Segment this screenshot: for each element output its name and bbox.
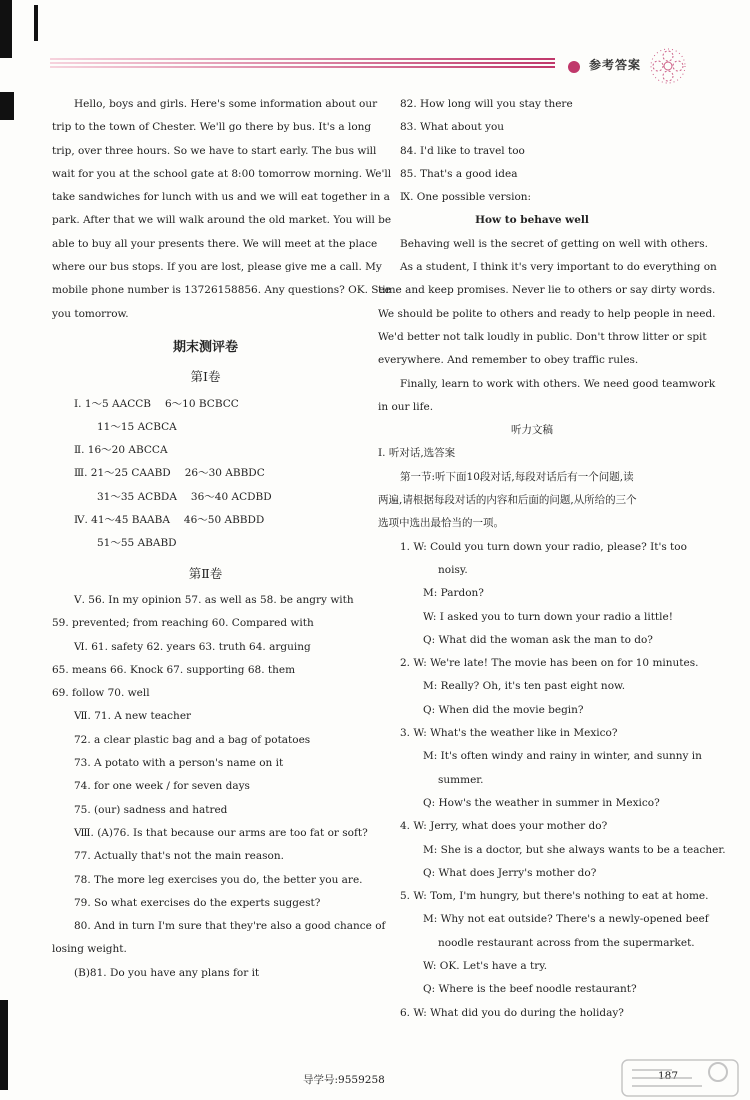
transcript-title: 听力文稿 (511, 424, 553, 437)
paragraph-line: wait for you at the school gate at 8:00 tomorrow morning. We'll (52, 167, 392, 180)
dialogue-line: noodle restaurant across from the supermarket. (438, 936, 695, 949)
answer-row: Ⅱ. 16～20 ABCCA (74, 444, 168, 457)
binding-mark (0, 92, 14, 120)
answer-line: 73. A potato with a person's name on it (74, 757, 284, 770)
dialogue-line: W: OK. Let's have a try. (423, 959, 548, 972)
essay-line: We'd better not talk loudly in public. Don't throw litter or spit (378, 330, 707, 343)
answer-line: 65. means 66. Knock 67. supporting 68. them (52, 663, 296, 676)
part1-title: 第Ⅰ卷 (190, 369, 221, 385)
dialogue-line: 6. W: What did you do during the holiday? (400, 1006, 624, 1019)
part2-title: 第Ⅱ卷 (188, 565, 223, 581)
answer-line: 84. I'd like to travel too (400, 144, 525, 157)
answer-line: Ⅸ. One possible version: (400, 191, 532, 204)
answer-line: 82. How long will you stay there (400, 98, 573, 110)
paragraph-line: able to buy all your presents there. We will meet at the place (52, 237, 378, 250)
answer-line: 77. Actually that's not the main reason. (74, 850, 284, 863)
essay-title: How to behave well (475, 214, 589, 227)
dialogue-line: Q: What does Jerry's mother do? (423, 866, 597, 879)
answer-line: 74. for one week / for seven days (74, 780, 250, 793)
answer-line: 83. What about you (400, 121, 505, 134)
answer-line: 80. And in turn I'm sure that they're also a good chance of (74, 920, 386, 933)
answer-line: (B)81. Do you have any plans for it (74, 966, 260, 979)
instruction-line: 选项中选出最恰当的一项。 (378, 517, 504, 530)
essay-line: time and keep promises. Never lie to others or say dirty words. (378, 284, 716, 297)
exam-title: 期末测评卷 (172, 339, 238, 355)
dialogue-line: summer. (438, 773, 484, 786)
binding-mark (34, 5, 38, 41)
answer-row: 51～55 ABABD (97, 537, 177, 550)
dialogue-line: M: Pardon? (423, 587, 484, 600)
section-title: Ⅰ. 听对话,选答案 (378, 447, 456, 460)
guide-number: 导学号:9559258 (303, 1074, 385, 1086)
dialogue-line: Q: What did the woman ask the man to do? (423, 633, 653, 646)
instruction-line: 第一节:听下面10段对话,每段对话后有一个问题,读 (400, 470, 634, 483)
right-column (378, 93, 726, 1025)
essay-line: As a student, I think it's very important to do everything on (400, 261, 717, 274)
dialogue-line: Q: When did the movie begin? (423, 703, 584, 716)
paragraph-line: mobile phone number is 13726158856. Any questions? OK. See (52, 284, 391, 297)
paragraph-line: park. After that we will walk around the old market. You will be (52, 214, 392, 227)
left-column (52, 93, 392, 985)
binding-mark (0, 0, 12, 58)
answer-row: 31～35 ACBDA 36～40 ACDBD (97, 490, 272, 503)
answer-row: Ⅰ. 1～5 AACCB 6～10 BCBCC (74, 397, 239, 410)
dialogue-line: Q: How's the weather in summer in Mexico? (423, 796, 660, 809)
answer-line: 85. That's a good idea (400, 167, 518, 180)
answer-line: Ⅵ. 61. safety 62. years 63. truth 64. arguing (74, 640, 311, 653)
header-rule (50, 58, 555, 68)
dialogue-line: M: Why not eat outside? There's a newly-opened beef (423, 913, 709, 926)
essay-line: Behaving well is the secret of getting on well with others. (400, 237, 708, 250)
dialogue-line: 2. W: We're late! The movie has been on for 10 minutes. (400, 657, 699, 670)
dialogue-line: noisy. (438, 563, 468, 576)
answer-row: 11～15 ACBCA (97, 420, 177, 433)
answer-line: Ⅷ. (A)76. Is that because our arms are too fat or soft? (74, 826, 368, 839)
answer-line: 69. follow 70. well (52, 687, 150, 700)
dialogue-line: M: It's often windy and rainy in winter, and sunny in (423, 750, 702, 763)
essay-line: Finally, learn to work with others. We need good teamwork (400, 377, 716, 390)
dialogue-line: 1. W: Could you turn down your radio, please? It's too (400, 540, 687, 553)
answer-line: losing weight. (52, 943, 127, 956)
paragraph-line: trip, over three hours. So we have to start early. The bus will (52, 144, 377, 157)
answer-row: Ⅲ. 21～25 CAABD 26～30 ABBDC (74, 467, 265, 480)
dialogue-line: 5. W: Tom, I'm hungry, but there's nothing to eat at home. (400, 890, 709, 903)
paragraph-line: take sandwiches for lunch with us and we will eat together in a (52, 191, 390, 204)
watermark-logo (618, 1058, 742, 1098)
paragraph-line: Hello, boys and girls. Here's some information about our (74, 98, 378, 110)
dialogue-line: 4. W: Jerry, what does your mother do? (400, 820, 608, 833)
dialogue-line: 3. W: What's the weather like in Mexico? (400, 727, 618, 740)
essay-line: in our life. (378, 400, 434, 413)
answer-line: 59. prevented; from reaching 60. Compared with (52, 617, 314, 630)
page-number: 187 (658, 1070, 679, 1082)
answer-line: Ⅴ. 56. In my opinion 57. as well as 58. be angry with (74, 593, 354, 606)
paragraph-line: you tomorrow. (52, 307, 129, 320)
answer-line: 79. So what exercises do the experts suggest? (74, 896, 321, 909)
header-title: 参考答案 (589, 58, 642, 72)
dialogue-line: Q: Where is the beef noodle restaurant? (423, 983, 637, 996)
dialogue-line: M: Really? Oh, it's ten past eight now. (423, 680, 626, 693)
essay-line: everywhere. And remember to obey traffic rules. (378, 354, 639, 367)
answer-line: 72. a clear plastic bag and a bag of potatoes (74, 733, 311, 746)
binding-mark (0, 1000, 8, 1090)
dialogue-line: W: I asked you to turn down your radio a little! (423, 610, 673, 623)
essay-line: We should be polite to others and ready to help people in need. (378, 307, 716, 320)
paragraph-line: trip to the town of Chester. We'll go there by bus. It's a long (52, 121, 372, 134)
answer-line: 75. (our) sadness and hatred (74, 803, 228, 816)
dialogue-line: M: She is a doctor, but she always wants to be a teacher. (423, 843, 726, 856)
flower-ornament-icon (648, 46, 688, 86)
answer-line: 78. The more leg exercises you do, the better you are. (74, 873, 363, 886)
bullet-icon (568, 61, 580, 73)
answer-row: Ⅳ. 41～45 BAABA 46～50 ABBDD (74, 514, 265, 527)
instruction-line: 两遍,请根据每段对话的内容和后面的问题,从所给的三个 (378, 494, 637, 507)
answer-line: Ⅶ. 71. A new teacher (74, 710, 192, 723)
paragraph-line: where our bus stops. If you are lost, please give me a call. My (52, 261, 382, 274)
